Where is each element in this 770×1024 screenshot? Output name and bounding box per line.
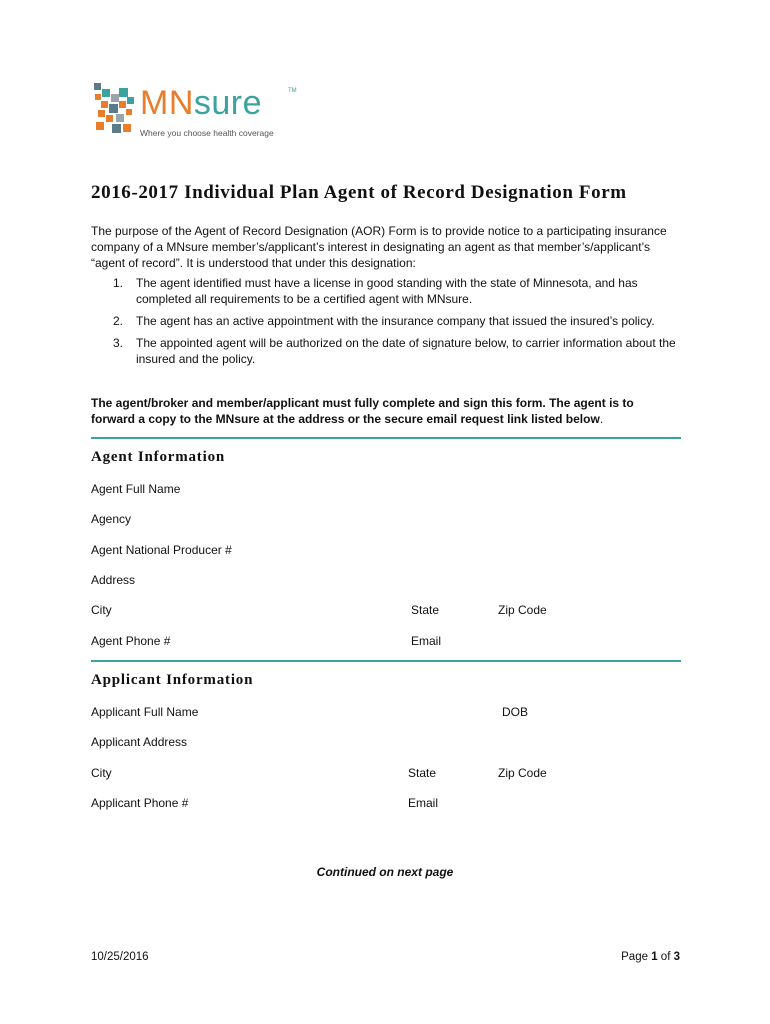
list-item-text: The agent has an active appointment with the insurance company that issued the insured’s policy. [136,314,655,328]
agent-phone-label: Agent Phone # [91,634,171,648]
agent-state-label: State [411,603,440,617]
applicant-state-label: State [408,766,437,780]
page-current: 1 [651,951,658,963]
agent-npn-label: Agent National Producer # [91,543,232,557]
agent-section-divider [91,437,681,439]
list-item [91,335,681,367]
applicant-section-title: Applicant Information [91,672,254,688]
list-item-text: The agent identified must have a license in good standing with the state of Minnesota, and has completed all requirements to be a certified agent with MNsure. [136,276,638,306]
list-item-number: 1. [113,276,124,290]
logo-tagline: Where you choose health coverage [140,128,274,138]
list-item-number: 3. [113,336,124,350]
agent-zip-label: Zip Code [498,603,547,617]
footer-page-number [621,951,680,963]
logo-trademark: TM [288,88,297,94]
footer-date: 10/25/2016 [91,951,149,963]
applicant-phone-label: Applicant Phone # [91,796,189,810]
form-title: 2016-2017 Individual Plan Agent of Record Designation Form [91,182,627,203]
applicant-section-divider [91,660,681,662]
list-item-number: 2. [113,314,124,328]
agent-city-label: City [91,603,112,617]
applicant-full-name-label: Applicant Full Name [91,705,199,719]
list-item-text: The appointed agent will be authorized on the date of signature below, to carrier information about the insured and the policy. [136,336,676,366]
page-middle: of [657,951,674,963]
mnsure-logo-mark-icon [92,80,138,138]
applicant-zip-label: Zip Code [498,766,547,780]
agent-section-title: Agent Information [91,449,226,465]
logo-wordmark [140,86,262,120]
page-total: 3 [673,951,680,963]
agent-address-label: Address [91,573,136,587]
logo-wordmark-sure: sure [193,84,263,122]
instructions-period: . [599,412,604,426]
intro-paragraph: The purpose of the Agent of Record Designation (AOR) Form is to provide notice to a participating insurance company of a MNsure member’s/applicant’s interest in designating an agent as that member’s/applicant’s “agent of record”. It is understood that under this designation: [91,224,667,270]
list-item [91,313,681,329]
continued-note: Continued on next page [316,865,454,879]
agent-full-name-label: Agent Full Name [91,482,181,496]
applicant-dob-label: DOB [502,705,529,719]
logo-wordmark-mn: MN [140,84,194,122]
applicant-address-label: Applicant Address [91,735,188,749]
page-prefix: Page [621,951,652,963]
applicant-city-label: City [91,766,112,780]
conditions-list [91,275,681,373]
agent-email-label: Email [411,634,442,648]
mnsure-logo [92,80,302,142]
instructions-text: The agent/broker and member/applicant must fully complete and sign this form. The agent is to forward a copy to the MNsure at the address or the secure email request link listed below [91,396,634,426]
applicant-email-label: Email [408,796,439,810]
instructions-paragraph [91,395,681,427]
list-item [91,275,681,307]
agency-label: Agency [91,512,132,526]
